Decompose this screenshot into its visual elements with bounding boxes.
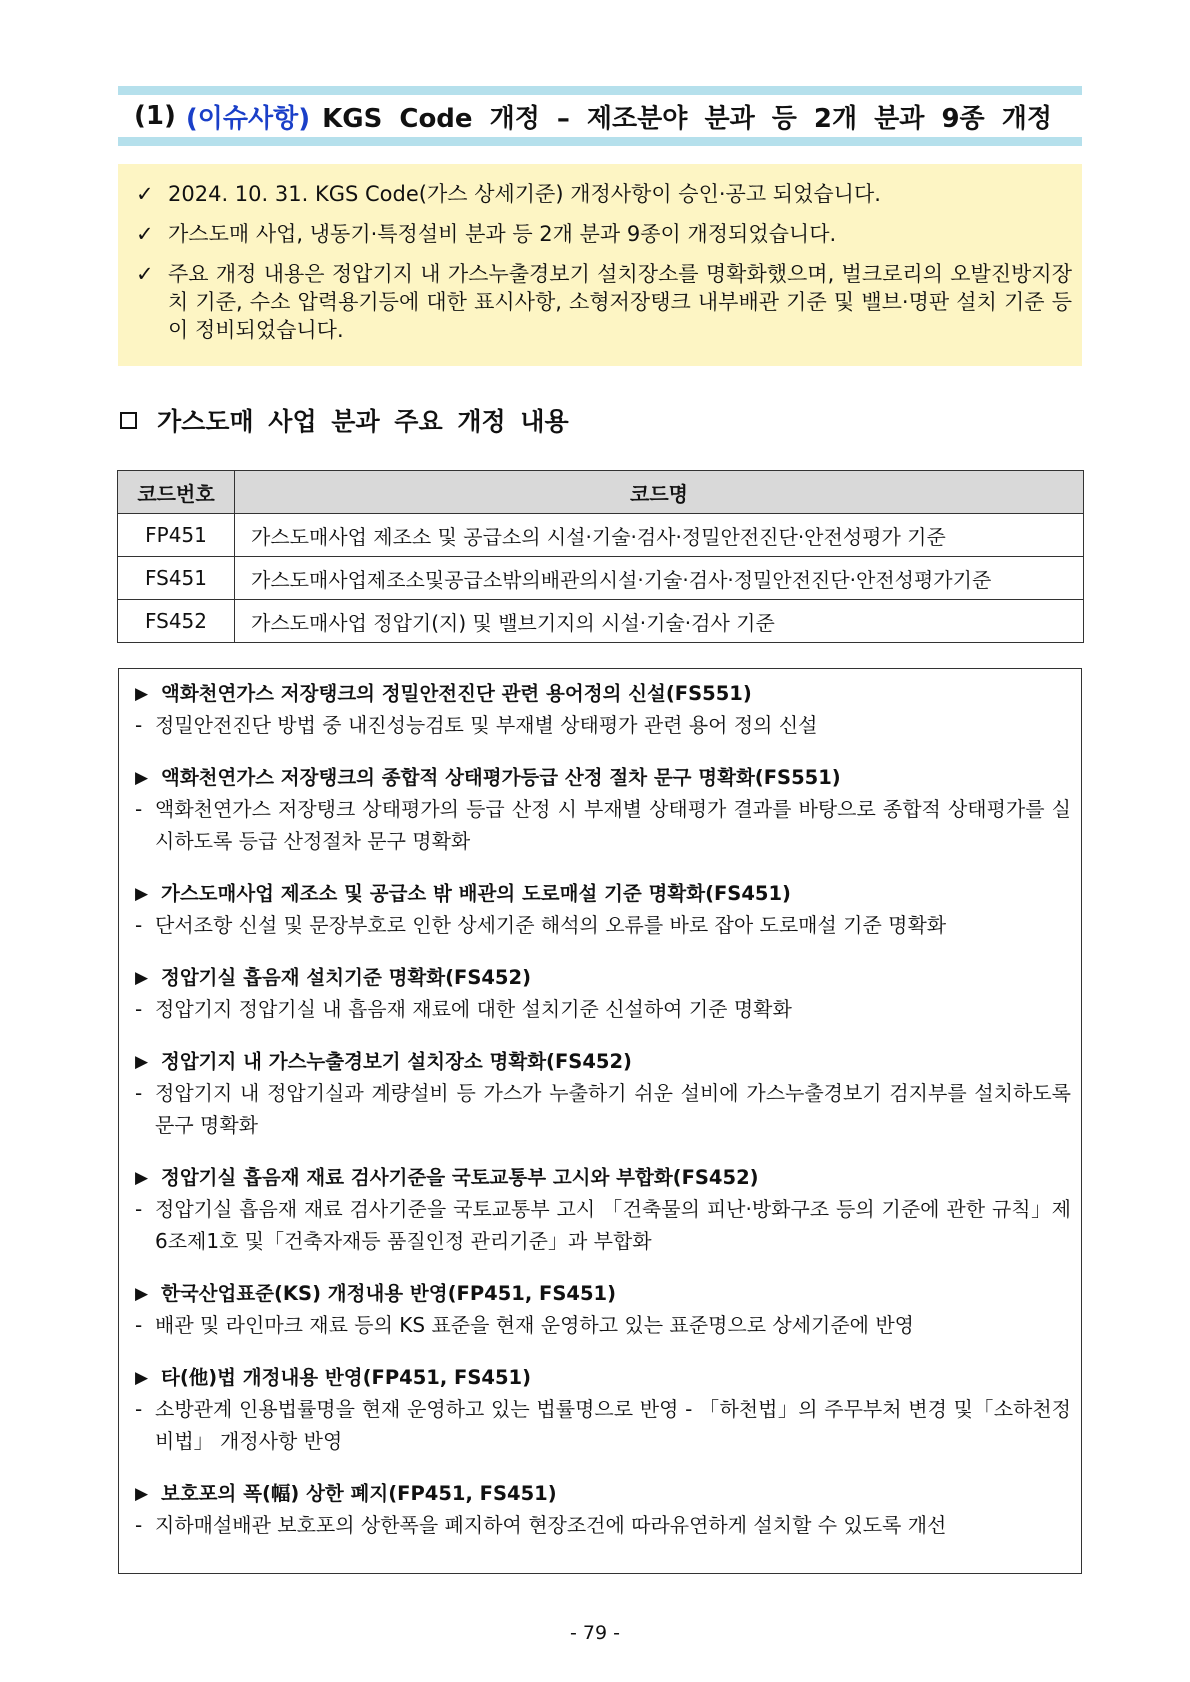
summary-text: 가스도매 사업, 냉동기·특정설비 분과 등 2개 분과 9종이 개정되었습니다.	[168, 222, 837, 246]
detail-heading	[135, 1363, 1071, 1393]
square-bullet-icon	[120, 412, 137, 429]
detail-item	[135, 963, 1071, 1025]
detail-body	[135, 993, 1071, 1025]
code-cell: FS452	[118, 600, 235, 643]
title-issue-tag: (이슈사항)	[185, 103, 311, 134]
triangle-bullet-icon: ▶	[135, 968, 149, 988]
column-header-code: 코드번호	[118, 471, 235, 514]
detail-heading	[135, 1047, 1071, 1077]
detail-heading	[135, 879, 1071, 909]
triangle-bullet-icon: ▶	[135, 1284, 149, 1304]
detail-heading-text: 가스도매사업 제조소 및 공급소 밖 배관의 도로매설 기준 명확화(FS451)	[161, 882, 791, 905]
name-cell: 가스도매사업 정압기(지) 및 밸브기지의 시설·기술·검사 기준	[235, 600, 1084, 643]
section-title-text: 가스도매 사업 분과 주요 개정 내용	[157, 407, 569, 436]
detail-heading-text: 정압기실 흡음재 설치기준 명확화(FS452)	[161, 966, 531, 989]
detail-heading	[135, 963, 1071, 993]
detail-body	[135, 1309, 1071, 1341]
summary-item	[136, 220, 1072, 248]
code-cell: FP451	[118, 514, 235, 557]
triangle-bullet-icon: ▶	[135, 884, 149, 904]
code-cell: FS451	[118, 557, 235, 600]
table-header-row	[118, 471, 1084, 514]
dash-bullet: -	[135, 1313, 143, 1337]
detail-heading	[135, 1279, 1071, 1309]
column-header-name: 코드명	[235, 471, 1084, 514]
dash-bullet: -	[135, 1513, 143, 1537]
detail-item	[135, 763, 1071, 857]
dash-bullet: -	[135, 1397, 143, 1421]
detail-body-text: 배관 및 라인마크 재료 등의 KS 표준을 현재 운영하고 있는 표준명으로 상세기준에 반영	[155, 1313, 914, 1337]
details-box	[118, 668, 1082, 1574]
table-row	[118, 557, 1084, 600]
checkmark-icon: ✓	[136, 262, 154, 286]
detail-item	[135, 1363, 1071, 1457]
detail-body	[135, 1193, 1071, 1257]
checkmark-icon: ✓	[136, 222, 154, 246]
dash-bullet: -	[135, 1081, 143, 1105]
title-number: (1)	[134, 101, 176, 131]
detail-body-text: 지하매설배관 보호포의 상한폭을 폐지하여 현장조건에 따라유연하게 설치할 수 있도록 개선	[155, 1513, 947, 1537]
detail-body	[135, 1077, 1071, 1141]
detail-heading	[135, 679, 1071, 709]
code-table	[117, 470, 1084, 643]
page-title	[118, 86, 1082, 146]
detail-body-text: 액화천연가스 저장탱크 상태평가의 등급 산정 시 부재별 상태평가 결과를 바탕으로 종합적 상태평가를 실시하도록 등급 산정절차 문구 명확화	[155, 797, 1071, 853]
summary-item	[136, 180, 1072, 208]
name-cell: 가스도매사업 제조소 및 공급소의 시설·기술·검사·정밀안전진단·안전성평가 기준	[235, 514, 1084, 557]
detail-heading	[135, 763, 1071, 793]
detail-heading-text: 보호포의 폭(幅) 상한 폐지(FP451, FS451)	[161, 1482, 557, 1505]
summary-text: 주요 개정 내용은 정압기지 내 가스누출경보기 설치장소를 명확화했으며, 벌크로리의 오발진방지장치 기준, 수소 압력용기등에 대한 표시사항, 소형저장탱크 내부배관 기준 및 밸브·명판 설치 기준 등이 정비되었습니다.	[168, 262, 1072, 342]
detail-heading-text: 타(他)법 개정내용 반영(FP451, FS451)	[161, 1366, 532, 1389]
detail-body	[135, 1509, 1071, 1541]
detail-body	[135, 1393, 1071, 1457]
detail-body-text: 정압기실 흡음재 재료 검사기준을 국토교통부 고시 「건축물의 피난·방화구조 등의 기준에 관한 규칙」제6조제1호 및「건축자재등 품질인정 관리기준」과 부합화	[155, 1197, 1071, 1253]
detail-heading-text: 액화천연가스 저장탱크의 정밀안전진단 관련 용어정의 신설(FS551)	[161, 682, 752, 705]
summary-text: 2024. 10. 31. KGS Code(가스 상세기준) 개정사항이 승인·공고 되었습니다.	[168, 182, 881, 206]
detail-item	[135, 679, 1071, 741]
table-row	[118, 600, 1084, 643]
section-title	[120, 402, 569, 438]
page-number: - 79 -	[570, 1622, 620, 1644]
detail-heading-text: 정압기실 흡음재 재료 검사기준을 국토교통부 고시와 부합화(FS452)	[161, 1166, 759, 1189]
detail-heading-text: 정압기지 내 가스누출경보기 설치장소 명확화(FS452)	[161, 1050, 632, 1073]
dash-bullet: -	[135, 913, 143, 937]
summary-box	[118, 164, 1082, 366]
detail-item	[135, 1163, 1071, 1257]
detail-item	[135, 1047, 1071, 1141]
triangle-bullet-icon: ▶	[135, 1368, 149, 1388]
detail-body-text: 정밀안전진단 방법 중 내진성능검토 및 부재별 상태평가 관련 용어 정의 신설	[155, 713, 818, 737]
detail-item	[135, 1479, 1071, 1541]
dash-bullet: -	[135, 713, 143, 737]
detail-body-text: 정압기지 내 정압기실과 계량설비 등 가스가 누출하기 쉬운 설비에 가스누출경보기 검지부를 설치하도록 문구 명확화	[155, 1081, 1071, 1137]
summary-item	[136, 260, 1072, 344]
detail-item	[135, 879, 1071, 941]
triangle-bullet-icon: ▶	[135, 1052, 149, 1072]
dash-bullet: -	[135, 1197, 143, 1221]
triangle-bullet-icon: ▶	[135, 1484, 149, 1504]
detail-body-text: 단서조항 신설 및 문장부호로 인한 상세기준 해석의 오류를 바로 잡아 도로매설 기준 명확화	[155, 913, 947, 937]
triangle-bullet-icon: ▶	[135, 684, 149, 704]
detail-item	[135, 1279, 1071, 1341]
name-cell: 가스도매사업제조소및공급소밖의배관의시설·기술·검사·정밀안전진단·안전성평가기준	[235, 557, 1084, 600]
detail-body	[135, 793, 1071, 857]
title-text: KGS Code 개정 – 제조분야 분과 등 2개 분과 9종 개정	[322, 103, 1052, 134]
detail-body-text: 소방관계 인용법률명을 현재 운영하고 있는 법률명으로 반영 - 「하천법」의 주무부처 변경 및「소하천정비법」 개정사항 반영	[155, 1397, 1071, 1453]
dash-bullet: -	[135, 997, 143, 1021]
detail-heading	[135, 1163, 1071, 1193]
checkmark-icon: ✓	[136, 182, 154, 206]
detail-heading-text: 액화천연가스 저장탱크의 종합적 상태평가등급 산정 절차 문구 명확화(FS551)	[161, 766, 841, 789]
triangle-bullet-icon: ▶	[135, 768, 149, 788]
detail-heading	[135, 1479, 1071, 1509]
detail-heading-text: 한국산업표준(KS) 개정내용 반영(FP451, FS451)	[161, 1282, 617, 1305]
detail-body	[135, 709, 1071, 741]
detail-body	[135, 909, 1071, 941]
dash-bullet: -	[135, 797, 143, 821]
detail-body-text: 정압기지 정압기실 내 흡음재 재료에 대한 설치기준 신설하여 기준 명확화	[155, 997, 792, 1021]
triangle-bullet-icon: ▶	[135, 1168, 149, 1188]
table-row	[118, 514, 1084, 557]
